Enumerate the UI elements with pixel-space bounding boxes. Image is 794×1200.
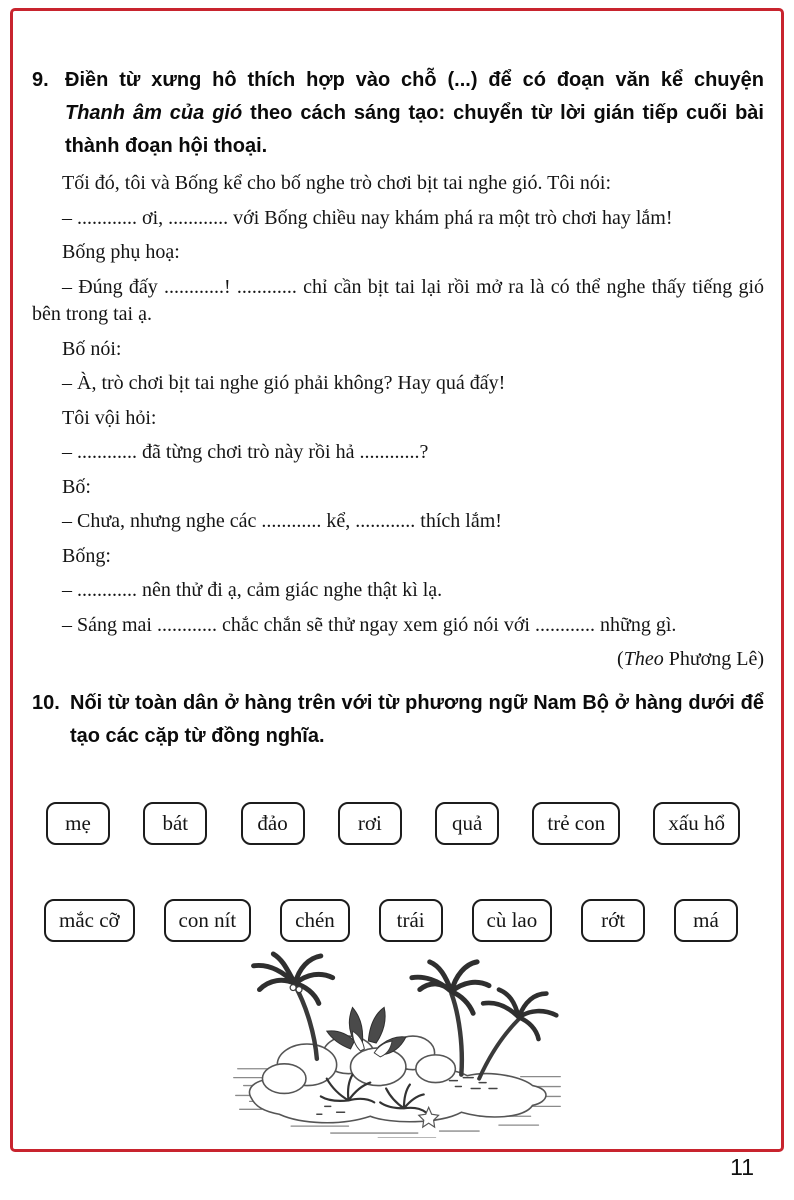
- word-box: đảo: [241, 802, 305, 845]
- word-box: bát: [143, 802, 207, 845]
- attribution-open: (: [617, 648, 624, 670]
- exercise-9-number: 9.: [32, 69, 49, 91]
- word-box: quả: [435, 802, 499, 845]
- dialogue-line: Tôi vội hỏi:: [62, 406, 157, 429]
- word-row-southern-dialect: [44, 899, 738, 942]
- word-box: má: [674, 899, 738, 942]
- exercise-9-heading-rest: [65, 97, 764, 163]
- dialogue-line: Bống phụ hoạ:: [62, 241, 180, 263]
- dialogue-line: Tối đó, tôi và Bống kể cho bố nghe trò chơi bịt tai nghe gió. Tôi nói:: [62, 172, 612, 194]
- dialogue-line: – Đúng đấy ............! ............ chỉ cần bịt tai lại rồi mở ra là có thể nghe thấy tiếng gió bên trong tai ạ.: [32, 275, 764, 325]
- dialogue-line: Bố nói:: [62, 337, 122, 360]
- dialogue-line: – ............ ơi, ............ với Bống chiều nay khám phá ra một trò chơi hay lắm!: [62, 206, 673, 229]
- page-number: 11: [730, 1154, 754, 1180]
- attribution-author: Phương Lê): [668, 648, 764, 670]
- palm-tree-right: [479, 990, 556, 1079]
- attribution-theo: Theo: [623, 648, 664, 670]
- dialogue-line: – Chưa, nhưng nghe các ............ kể, ............ thích lắm!: [62, 510, 502, 532]
- exercise-9-heading-line1: [65, 64, 764, 97]
- dialogue-line: – ............ đã từng chơi trò này rồi hả ............?: [62, 441, 429, 463]
- word-row-standard: [46, 802, 740, 845]
- exercise-10-heading: [32, 687, 764, 753]
- word-box: chén: [280, 899, 350, 942]
- dialogue-line: – À, trò chơi bịt tai nghe gió phải không? Hay quá đấy!: [62, 372, 506, 394]
- word-box: trái: [379, 899, 443, 942]
- exercise-10-number: 10.: [32, 692, 60, 714]
- exercise-9-heading: [32, 64, 764, 163]
- dialogue-line: Bố:: [62, 475, 91, 498]
- island-illustration: [228, 950, 568, 1138]
- word-box: rớt: [581, 899, 645, 942]
- exercise-9-heading-post: theo cách sáng tạo: chuyển từ lời gián tiếp cuối bài thành đoạn hội thoại.: [65, 102, 764, 157]
- word-box: mẹ: [46, 802, 110, 845]
- illustration-container: [32, 950, 764, 1143]
- page-content: [32, 64, 764, 1143]
- word-box: cù lao: [472, 899, 553, 942]
- dialogue-line: Bống:: [62, 544, 111, 567]
- word-box: trẻ con: [532, 802, 620, 845]
- word-box: xấu hổ: [653, 802, 740, 845]
- word-box: con nít: [164, 899, 252, 942]
- exercise-9-heading-pre: Điền từ xưng hô thích hợp vào chỗ (...) để có đoạn văn kể chuyện: [65, 69, 764, 91]
- exercise-10-heading-text: Nối từ toàn dân ở hàng trên với từ phương ngữ Nam Bộ ở hàng dưới để tạo các cặp từ đồng nghĩa.: [70, 692, 764, 747]
- word-box: mắc cỡ: [44, 899, 135, 942]
- attribution: [32, 648, 764, 671]
- dialogue-line: – Sáng mai ............ chắc chắn sẽ thử ngay xem gió nói với ............ những gì.: [62, 613, 677, 636]
- palm-tree-left: [254, 954, 333, 1059]
- word-box: rơi: [338, 802, 402, 845]
- dialogue-line: – ............ nên thử đi ạ, cảm giác nghe thật kì lạ.: [62, 579, 443, 601]
- dialogue-passage: [32, 170, 764, 671]
- story-title: Thanh âm của gió: [65, 102, 243, 124]
